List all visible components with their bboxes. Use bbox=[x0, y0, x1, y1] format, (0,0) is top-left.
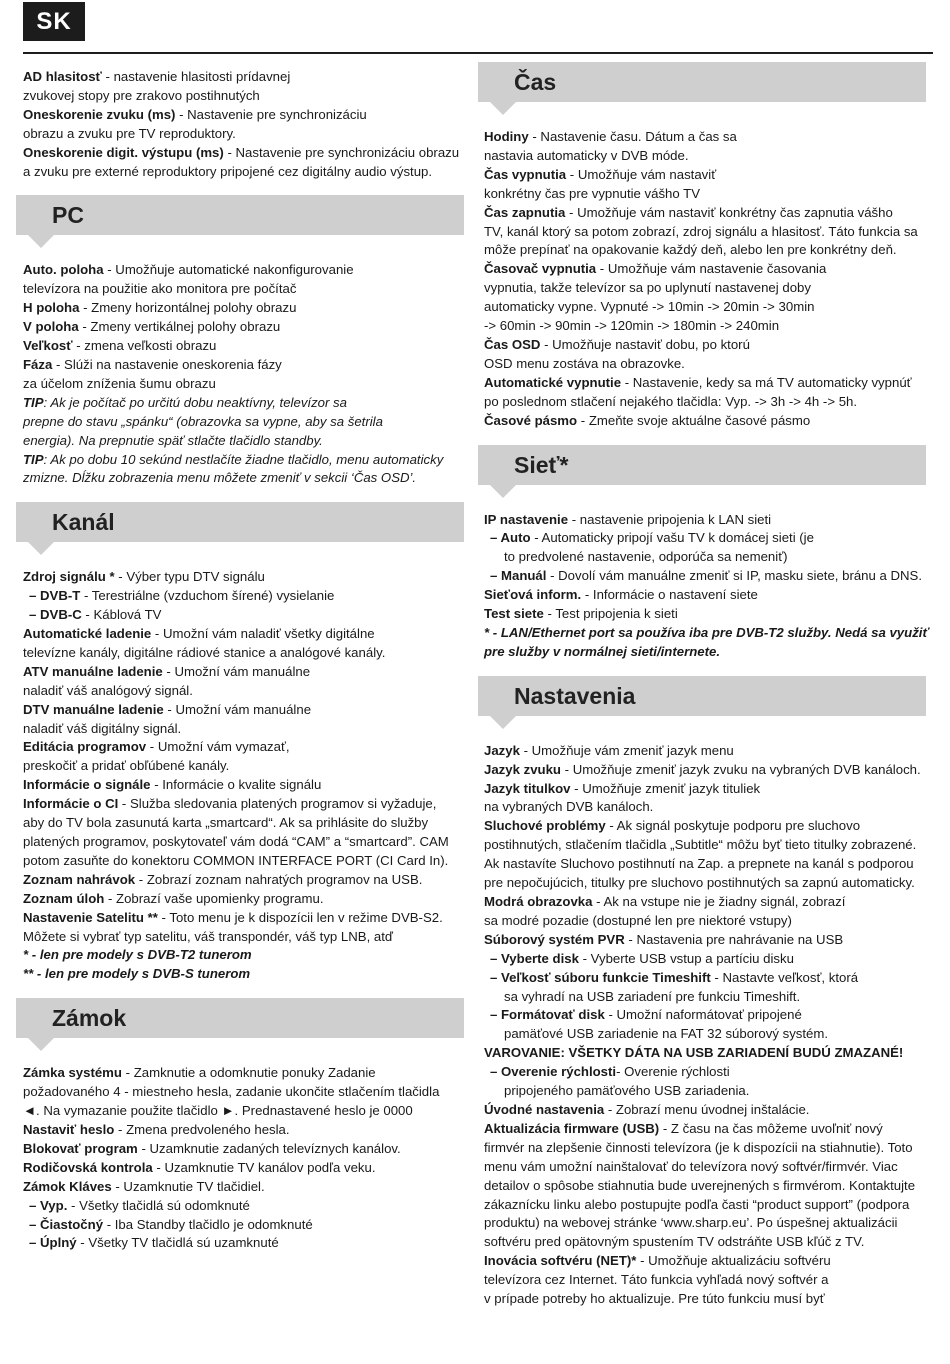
item-text: - zmena veľkosti obrazu bbox=[72, 338, 217, 354]
item-text: - Zobrazí zoznam nahratých programov na USB. bbox=[135, 871, 423, 887]
section-title: Kanál bbox=[52, 509, 115, 536]
item-text: - Nastavte veľkosť, ktorá bbox=[710, 969, 859, 985]
item-text: * - LAN/Ethernet port sa používa iba pre DVB-T2 služby. Nedá sa využiť bbox=[484, 624, 929, 640]
text-line bbox=[484, 586, 930, 605]
item-term: Zámka systému bbox=[23, 1065, 122, 1081]
section-header-siet bbox=[478, 445, 926, 485]
item-text: softvéru pred opätovným spustením TV odstráňte USB kľúč z TV. bbox=[484, 1234, 865, 1250]
text-line bbox=[23, 144, 473, 163]
item-term: Nastaviť heslo bbox=[23, 1121, 115, 1137]
text-line bbox=[23, 337, 473, 356]
text-line bbox=[484, 1177, 930, 1196]
item-text: - Nastavenie pre synchronizáciu obrazu bbox=[223, 144, 460, 160]
text-line bbox=[484, 874, 930, 893]
text-line bbox=[23, 87, 473, 106]
item-term: – Čiastočný bbox=[29, 1216, 104, 1232]
text-line bbox=[23, 568, 473, 587]
text-line bbox=[484, 742, 930, 761]
item-term: Automatické vypnutie bbox=[484, 374, 622, 390]
text-line bbox=[484, 1044, 930, 1063]
item-text: za účelom zníženia šumu obrazu bbox=[23, 375, 216, 391]
pc-section bbox=[23, 261, 473, 488]
item-term: – DVB-C bbox=[29, 607, 82, 623]
section-title: PC bbox=[52, 202, 84, 229]
item-text: - Nastavenie času. Dátum a čas sa bbox=[528, 129, 737, 144]
text-line bbox=[484, 412, 930, 431]
text-line bbox=[484, 260, 930, 279]
item-term: Sieťová inform. bbox=[484, 587, 582, 603]
item-text: - Dovolí vám manuálne zmeniť si IP, masku siete, bránu a DNS. bbox=[546, 568, 923, 584]
text-line bbox=[23, 299, 473, 318]
text-line bbox=[23, 909, 473, 928]
text-line bbox=[484, 298, 930, 317]
item-term: Auto. poloha bbox=[23, 262, 104, 278]
text-line bbox=[23, 1216, 473, 1235]
item-text: televízora cez Internet. Táto funkcia vyhľadá nový softvér a bbox=[484, 1272, 829, 1288]
item-text: - Overenie rýchlosti bbox=[616, 1064, 730, 1080]
text-line bbox=[484, 355, 930, 374]
language-badge: SK bbox=[23, 2, 85, 41]
item-text: - Zobrazí vaše upomienky programu. bbox=[104, 890, 324, 906]
text-line bbox=[23, 413, 473, 432]
text-line bbox=[484, 855, 930, 874]
text-line bbox=[484, 624, 930, 643]
item-text: * - len pre modely s DVB-T2 tunerom bbox=[23, 947, 252, 963]
item-text: aby do TV bola zasunutá karta „smartcard“. Ak sa prihlásite do služby bbox=[23, 815, 429, 831]
text-line bbox=[484, 969, 930, 988]
text-line bbox=[23, 757, 473, 776]
item-term: – DVB-T bbox=[29, 588, 81, 604]
text-line bbox=[23, 701, 473, 720]
item-term: TIP bbox=[23, 451, 44, 467]
item-text: menu vám umožní nainštalovať do televízora nový softvér/firmvér. Viac bbox=[484, 1158, 898, 1174]
item-text: - Vyberte USB vstup a partíciu disku bbox=[578, 950, 794, 966]
item-term: Informácie o CI bbox=[23, 796, 119, 812]
item-term: Čas vypnutia bbox=[484, 166, 567, 182]
text-line bbox=[484, 817, 930, 836]
item-text: - Zobrazí menu úvodnej inštalácie. bbox=[604, 1101, 810, 1117]
item-term: Inovácia softvéru (NET)* bbox=[484, 1253, 637, 1269]
section-header-zamok bbox=[16, 998, 464, 1038]
text-line bbox=[23, 795, 473, 814]
item-text: VAROVANIE: VŠETKY DÁTA NA USB ZARIADENÍ BUDÚ ZMAZANÉ! bbox=[484, 1045, 904, 1061]
item-text: televízora na použitie ako monitora pre počítač bbox=[23, 281, 297, 297]
text-line bbox=[484, 1271, 930, 1290]
text-line bbox=[484, 241, 930, 260]
text-line bbox=[484, 185, 930, 204]
item-text: platených programov, poskytovateľ vám dodá “CAM” a “smartcard”. CAM bbox=[23, 834, 449, 849]
item-text: požadovaného 4 - miestneho hesla, zadanie ukončite stlačením tlačidla bbox=[23, 1084, 440, 1100]
text-line bbox=[484, 893, 930, 912]
item-text: obrazu a zvuku pre TV reproduktory. bbox=[23, 125, 236, 141]
item-term: Veľkosť bbox=[23, 338, 73, 354]
item-text: - Nastavenie pre synchronizáciu bbox=[175, 106, 367, 122]
text-line bbox=[484, 798, 930, 817]
text-line bbox=[23, 318, 473, 337]
item-term: H poloha bbox=[23, 300, 80, 316]
text-line bbox=[23, 644, 473, 663]
right-column bbox=[484, 62, 930, 1309]
item-text: konkrétny čas pre vypnutie vášho TV bbox=[484, 185, 700, 201]
item-text: - Umožní naformátovať pripojené bbox=[604, 1007, 802, 1023]
text-line bbox=[484, 336, 930, 355]
item-text: naladiť váš digitálny signál. bbox=[23, 720, 182, 736]
text-line bbox=[484, 1025, 930, 1044]
section-header-pc bbox=[16, 195, 464, 235]
text-line bbox=[23, 776, 473, 795]
item-text: môže prepínať na opakovanie každý deň, alebo len pre konkrétny deň. bbox=[484, 242, 897, 258]
item-text: pre služby v normálnej sieti/internete. bbox=[484, 643, 720, 659]
text-line bbox=[484, 1101, 930, 1120]
item-text: Ak nastavíte Sluchovo postihnutí na Zap. a prepnete na kanál s podporou bbox=[484, 856, 914, 872]
item-term: – Vyp. bbox=[29, 1197, 68, 1213]
item-term: Test siete bbox=[484, 606, 544, 622]
item-term: Automatické ladenie bbox=[23, 626, 152, 642]
item-text: - Káblová TV bbox=[81, 607, 162, 623]
item-term: – Manuál bbox=[490, 568, 547, 584]
item-text: TV, kanál ktorý sa potom zobrazí, zdroj signálu a hlasitosť. Táto funkcia sa bbox=[484, 223, 918, 239]
text-line bbox=[23, 280, 473, 299]
item-text: nastavia automaticky v DVB móde. bbox=[484, 147, 689, 163]
item-text: - Uzamknutie zadaných televíznych kanálov. bbox=[137, 1140, 401, 1156]
item-text: - nastavenie pripojenia k LAN sieti bbox=[568, 511, 772, 527]
item-text: sa modré pozadie (dostupné len pre niektoré vstupy) bbox=[484, 912, 792, 928]
item-term: ATV manuálne ladenie bbox=[23, 663, 163, 679]
item-term: – Formátovať disk bbox=[490, 1007, 605, 1023]
text-line bbox=[484, 128, 930, 147]
item-term: Rodičovská kontrola bbox=[23, 1159, 153, 1175]
text-line bbox=[484, 393, 930, 412]
text-line bbox=[484, 223, 930, 242]
section-title: Nastavenia bbox=[514, 682, 636, 709]
item-term: Oneskorenie digit. výstupu (ms) bbox=[23, 144, 224, 160]
item-text: detailov o spôsobe stiahnutia bude uverejnených s firmvérom. Kontaktujte bbox=[484, 1177, 916, 1193]
item-term: Editácia programov bbox=[23, 739, 147, 755]
text-line bbox=[484, 279, 930, 298]
item-text: - Zamknutie a odomknutie ponuky Zadanie bbox=[121, 1065, 376, 1081]
item-term: Fáza bbox=[23, 356, 53, 372]
text-line bbox=[484, 988, 930, 1007]
item-text: - Test pripojenia k sieti bbox=[543, 606, 678, 622]
item-term: Blokovať program bbox=[23, 1140, 138, 1156]
item-text: produktu) na webovej stránke ‘www.sharp.eu’. Po úspešnej aktualizácii bbox=[484, 1215, 898, 1231]
item-term: DTV manuálne ladenie bbox=[23, 701, 164, 717]
kanal-section bbox=[23, 568, 473, 984]
item-term: Sluchové problémy bbox=[484, 818, 606, 834]
text-line bbox=[484, 1120, 930, 1139]
text-line bbox=[23, 606, 473, 625]
text-line bbox=[484, 1214, 930, 1233]
text-line bbox=[23, 720, 473, 739]
item-term: – Vyberte disk bbox=[490, 950, 579, 966]
text-line bbox=[484, 1139, 930, 1158]
item-text: - Umožní vám naladiť všetky digitálne bbox=[151, 626, 375, 642]
item-term: Hodiny bbox=[484, 129, 529, 144]
item-text: ◄. Na vymazanie použite tlačidlo ►. Prednastavené heslo je 0000 bbox=[23, 1103, 413, 1119]
item-term: Jazyk bbox=[484, 742, 520, 758]
item-text: - Zmeňte svoje aktuálne časové pásmo bbox=[577, 412, 811, 428]
item-text: zvukovej stopy pre zrakovo postihnutých bbox=[23, 87, 260, 103]
item-text: - Umožňuje nastaviť dobu, po ktorú bbox=[540, 336, 750, 352]
item-text: - Z času na čas môžeme uvoľniť nový bbox=[659, 1120, 883, 1136]
item-text: po poslednom stlačení nejakého tlačidla: Vyp. -> 3h -> 4h -> 5h. bbox=[484, 393, 858, 409]
text-line bbox=[23, 965, 473, 984]
item-text: - Všetky TV tlačidlá sú uzamknuté bbox=[76, 1235, 279, 1251]
text-line bbox=[484, 1082, 930, 1101]
item-text: to predvolené nastavenie, odporúča sa nemeniť) bbox=[504, 549, 788, 565]
item-term: Zdroj signálu * bbox=[23, 569, 115, 585]
text-line bbox=[23, 261, 473, 280]
item-text: sa vyhradí na USB zariadení pre funkciu Timeshift. bbox=[504, 988, 801, 1004]
text-line bbox=[23, 852, 473, 871]
item-text: - Ak na vstupe nie je žiadny signál, zobrazí bbox=[592, 894, 846, 909]
item-term: Jazyk titulkov bbox=[484, 780, 571, 796]
item-term: Zoznam nahrávok bbox=[23, 871, 136, 887]
item-text: zmizne. Dĺžku zobrazenia menu môžete zmeniť v sekcii ‘Čas OSD’. bbox=[23, 470, 417, 486]
item-text: - Umožňuje zmeniť jazyk zvuku na vybraných DVB kanáloch. bbox=[560, 761, 921, 777]
item-term: – Overenie rýchlosti bbox=[490, 1064, 617, 1080]
text-line bbox=[484, 643, 930, 662]
item-text: firmvér na zlepšenie činnosti televízora (je k dispozícii na stiahnutie). Toto bbox=[484, 1139, 913, 1155]
text-line bbox=[23, 1083, 473, 1102]
text-line bbox=[484, 147, 930, 166]
item-text: - Automaticky pripojí vašu TV k domácej sieti (je bbox=[530, 530, 814, 546]
item-text: - Umožní vám manuálne bbox=[162, 663, 311, 679]
item-text: - Zmeny vertikálnej polohy obrazu bbox=[78, 319, 281, 335]
item-text: pamäťové USB zariadenie na FAT 32 súborový systém. bbox=[504, 1026, 829, 1042]
text-line bbox=[23, 451, 473, 470]
text-line bbox=[23, 375, 473, 394]
item-text: -> 60min -> 90min -> 120min -> 180min -> 240min bbox=[484, 318, 780, 334]
text-line bbox=[484, 166, 930, 185]
item-text: potom zasuňte do konektoru COMMON INTERFACE PORT (CI Card In). bbox=[23, 852, 449, 868]
cas-section bbox=[484, 128, 930, 431]
item-text: - Umožňuje aktualizáciu softvéru bbox=[636, 1253, 831, 1269]
text-line bbox=[484, 836, 930, 855]
item-text: - Nastavenia pre nahrávanie na USB bbox=[624, 931, 844, 947]
section-header-nastavenia bbox=[478, 676, 926, 716]
text-line bbox=[484, 605, 930, 624]
item-text: preskočiť a pridať obľúbené kanály. bbox=[23, 758, 230, 774]
text-line bbox=[484, 1006, 930, 1025]
item-text: zákaznícku linku alebo postupujte podľa časti “product support” (podpora bbox=[484, 1196, 910, 1212]
zamok-section bbox=[23, 1064, 473, 1253]
siet-section bbox=[484, 511, 930, 662]
text-line bbox=[23, 1064, 473, 1083]
item-term: – Úplný bbox=[29, 1235, 77, 1251]
item-text: - Všetky tlačidlá sú odomknuté bbox=[67, 1197, 250, 1213]
item-text: - Umožňuje automatické nakonfigurovanie bbox=[103, 262, 354, 278]
item-text: - Služba sledovania platených programov si vyžaduje, bbox=[118, 796, 437, 812]
text-line bbox=[23, 928, 473, 947]
item-text: : Ak po dobu 10 sekúnd nestlačíte žiadne tlačidlo, menu automaticky bbox=[43, 451, 444, 467]
text-line bbox=[23, 663, 473, 682]
text-line bbox=[484, 511, 930, 530]
text-line bbox=[484, 761, 930, 780]
text-line bbox=[23, 871, 473, 890]
text-line bbox=[484, 1252, 930, 1271]
item-term: Úvodné nastavenia bbox=[484, 1101, 605, 1117]
item-text: - nastavenie hlasitosti prídavnej bbox=[101, 69, 291, 84]
item-text: - Uzamknutie TV kanálov podľa veku. bbox=[152, 1159, 376, 1175]
item-term: – Auto bbox=[490, 530, 531, 546]
item-text: - Zmeny horizontálnej polohy obrazu bbox=[79, 300, 297, 316]
item-text: automaticky vypne. Vypnuté -> 10min -> 20min -> 30min bbox=[484, 299, 815, 315]
section-header-cas bbox=[478, 62, 926, 102]
text-line bbox=[484, 204, 930, 223]
text-line bbox=[23, 125, 473, 144]
item-term: Aktualizácia firmware (USB) bbox=[484, 1120, 660, 1136]
text-line bbox=[23, 890, 473, 909]
item-text: - Ak signál poskytuje podporu pre sluchovo bbox=[605, 818, 861, 834]
text-line bbox=[484, 1233, 930, 1252]
item-text: - Slúži na nastavenie oneskorenia fázy bbox=[52, 356, 282, 372]
item-text: pripojeného pamäťového USB zariadenia. bbox=[504, 1083, 750, 1099]
item-term: Nastavenie Satelitu ** bbox=[23, 909, 158, 925]
section-title: Sieť* bbox=[514, 451, 569, 478]
item-text: Môžete si vybrať typ satelitu, váš transpondér, váš typ LNB, atď bbox=[23, 928, 394, 944]
item-text: televízne kanály, digitálne rádiové stanice a analógové kanály. bbox=[23, 644, 386, 660]
item-text: - Uzamknutie TV tlačidiel. bbox=[111, 1178, 265, 1194]
item-text: - Umožňuje vám zmeniť jazyk menu bbox=[519, 742, 734, 758]
text-line bbox=[23, 394, 473, 413]
text-line bbox=[484, 1196, 930, 1215]
text-line bbox=[23, 1121, 473, 1140]
item-term: Časové pásmo bbox=[484, 412, 578, 428]
item-text: - Výber typu DTV signálu bbox=[114, 569, 265, 585]
item-term: Čas zapnutia bbox=[484, 204, 566, 220]
text-line bbox=[484, 317, 930, 336]
text-line bbox=[23, 1102, 473, 1121]
item-term: Čas OSD bbox=[484, 336, 541, 352]
text-line bbox=[484, 912, 930, 931]
text-line bbox=[23, 587, 473, 606]
nastavenia-section bbox=[484, 742, 930, 1309]
item-text: - Nastavenie, kedy sa má TV automaticky vypnúť bbox=[621, 374, 912, 390]
text-line bbox=[23, 682, 473, 701]
item-term: V poloha bbox=[23, 319, 79, 335]
item-term: TIP bbox=[23, 394, 44, 410]
text-line bbox=[23, 1234, 473, 1253]
text-line bbox=[23, 814, 473, 833]
text-line bbox=[484, 780, 930, 799]
item-text: vypnutia, takže televízor sa po uplynutí nastavenej doby bbox=[484, 280, 811, 296]
item-text: prepne do stavu „spánku“ (obrazovka sa vypne, aby sa šetrila bbox=[23, 413, 383, 429]
text-line bbox=[23, 1140, 473, 1159]
text-line bbox=[23, 356, 473, 375]
item-text: - Iba Standby tlačidlo je odomknuté bbox=[103, 1216, 313, 1232]
item-term: Súborový systém PVR bbox=[484, 931, 625, 947]
text-line bbox=[23, 1178, 473, 1197]
section-title: Zámok bbox=[52, 1005, 127, 1032]
item-text: - Umožňuje vám nastavenie časovania bbox=[596, 261, 827, 277]
text-line bbox=[484, 374, 930, 393]
item-text: na vybraných DVB kanáloch. bbox=[484, 799, 654, 815]
item-text: - Umožňuje vám nastaviť konkrétny čas zapnutia vášho bbox=[565, 204, 893, 220]
intro-section bbox=[23, 68, 473, 181]
text-line bbox=[484, 1290, 930, 1309]
text-line bbox=[484, 931, 930, 950]
text-line bbox=[484, 1063, 930, 1082]
item-text: - Umožní vám manuálne bbox=[163, 701, 312, 717]
text-line bbox=[23, 68, 473, 87]
text-line bbox=[484, 1158, 930, 1177]
header-rule bbox=[23, 52, 933, 54]
item-term: Časovač vypnutia bbox=[484, 261, 597, 277]
item-text: ** - len pre modely s DVB-S tunerom bbox=[23, 966, 251, 982]
text-line bbox=[23, 833, 473, 852]
item-text: - Terestriálne (vzduchom šírené) vysielanie bbox=[80, 588, 335, 604]
item-text: energia). Na prepnutie späť stlačte tlačidlo standby. bbox=[23, 432, 323, 448]
text-line bbox=[23, 738, 473, 757]
left-column bbox=[23, 68, 473, 1253]
text-line bbox=[23, 432, 473, 451]
item-term: IP nastavenie bbox=[484, 511, 569, 527]
item-term: Informácie o signále bbox=[23, 777, 151, 793]
item-text: - Informácie o nastavení siete bbox=[581, 587, 758, 603]
item-text: a zvuku pre externé reproduktory pripojené cez digitálny audio výstup. bbox=[23, 163, 433, 179]
text-line bbox=[23, 106, 473, 125]
text-line bbox=[23, 1159, 473, 1178]
text-line bbox=[484, 567, 930, 586]
item-text: pre nepočujúcich, titulky pre sluchovo postihnutých sa zapnú automaticky. bbox=[484, 875, 915, 891]
text-line bbox=[23, 163, 473, 182]
text-line bbox=[23, 625, 473, 644]
item-term: Modrá obrazovka bbox=[484, 894, 593, 909]
text-line bbox=[484, 529, 930, 548]
item-term: Zámok Kláves bbox=[23, 1178, 112, 1194]
item-term: Jazyk zvuku bbox=[484, 761, 561, 777]
item-term: Zoznam úloh bbox=[23, 890, 105, 906]
item-term: AD hlasitosť bbox=[23, 69, 102, 84]
text-line bbox=[23, 469, 473, 488]
item-text: : Ak je počítač po určitú dobu neaktívny, televízor sa bbox=[43, 394, 347, 410]
item-term: Oneskorenie zvuku (ms) bbox=[23, 106, 176, 122]
text-line bbox=[23, 1197, 473, 1216]
item-text: - Zmena predvoleného hesla. bbox=[114, 1121, 290, 1137]
section-header-kanal bbox=[16, 502, 464, 542]
text-line bbox=[484, 950, 930, 969]
item-text: naladiť váš analógový signál. bbox=[23, 682, 193, 698]
item-text: - Umožňuje vám nastaviť bbox=[566, 166, 717, 182]
item-text: postihnutých, stlačením tlačidla „Subtitle“ môžu byť tieto titulky zobrazené. bbox=[484, 837, 917, 853]
text-line bbox=[484, 548, 930, 567]
item-text: - Umožní vám vymazať, bbox=[146, 739, 290, 755]
item-text: - Toto menu je k dispozícii len v režime DVB-S2. bbox=[157, 909, 443, 925]
item-text: OSD menu zostáva na obrazovke. bbox=[484, 355, 685, 371]
item-text: v prípade potreby ho aktualizuje. Pre túto funkciu musí byť bbox=[484, 1291, 825, 1307]
item-text: - Umožňuje zmeniť jazyk tituliek bbox=[570, 780, 761, 796]
text-line bbox=[23, 946, 473, 965]
item-text: - Informácie o kvalite signálu bbox=[150, 777, 322, 793]
section-title: Čas bbox=[514, 69, 557, 95]
item-term: – Veľkosť súboru funkcie Timeshift bbox=[490, 969, 711, 985]
